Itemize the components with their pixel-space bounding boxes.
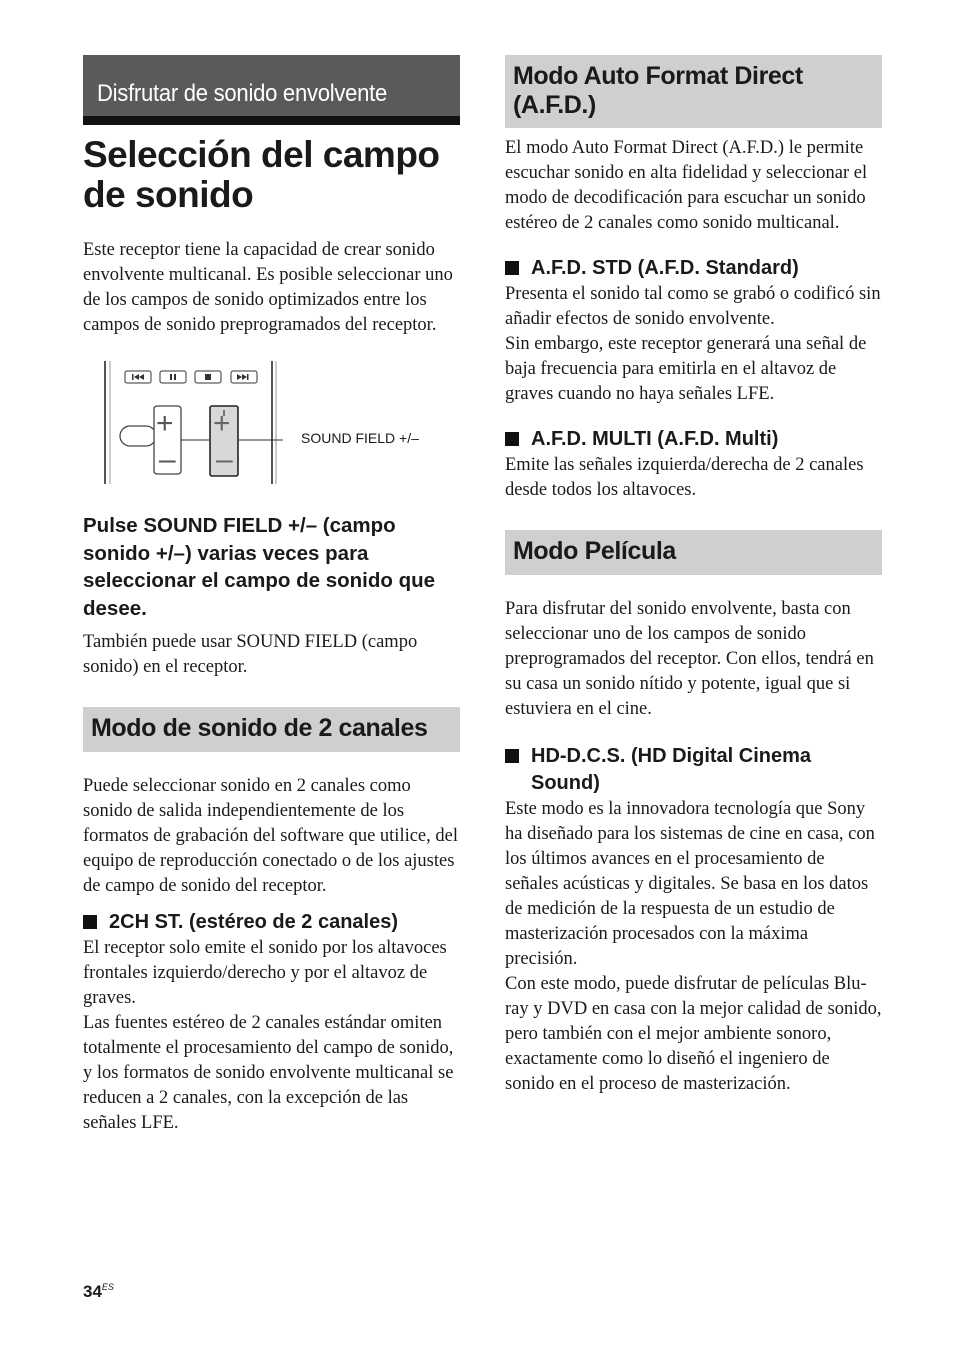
square-bullet-icon: [505, 749, 519, 763]
sound-field-plus: +: [213, 407, 231, 440]
two-channel-item-p2: Las fuentes estéreo de 2 canales estándar omiten totalmente el procesamiento del campo de sonido, y los formatos de sonido envolvente multicanal se reducen a 2 canales, con la excepción de las señales LFE.: [83, 1013, 454, 1133]
square-bullet-icon: [505, 261, 519, 275]
two-channel-item-title: 2CH ST. (estéreo de 2 canales): [109, 911, 399, 933]
afd-multi-title: A.F.D. MULTI (A.F.D. Multi): [531, 428, 779, 450]
afd-std-p2: Sin embargo, este receptor generará una señal de baja frecuencia para emitirla en el altavoz de graves cuando no haya señales LFE.: [505, 334, 867, 404]
remote-control-figure: [83, 358, 460, 486]
sound-field-label: SOUND FIELD +/–: [301, 430, 419, 446]
right-column: [505, 55, 882, 1097]
section-heading-two-channel: Modo de sonido de 2 canales: [83, 707, 460, 752]
rocker-minus: –: [159, 443, 176, 476]
pause-icon: [170, 374, 172, 380]
section-heading-afd: Modo Auto Format Direct (A.F.D.): [505, 55, 882, 128]
hdcs-title: HD-D.C.S. (HD Digital Cinema Sound): [531, 745, 812, 794]
hdcs-heading: [505, 743, 882, 797]
afd-multi-p1: Emite las señales izquierda/derecha de 2 canales desde todos los altavoces.: [505, 455, 864, 500]
chapter-title: Disfrutar de sonido envolvente: [97, 80, 387, 107]
page-number-value: 34: [83, 1282, 102, 1301]
hdcs-p2: Con este modo, puede disfrutar de películas Blu-ray y DVD en casa con la mejor calidad de sonido, pero también con el mejor ambiente sonoro, exactamente como lo diseñó el ingeniero de sonido en el proceso de masterización.: [505, 974, 882, 1094]
two-channel-body: Puede seleccionar sonido en 2 canales como sonido de salida independientemente de los formatos de grabación del software que utilice, del equipo de reproducción conectado o de los ajustes de campo de sonido del receptor.: [83, 776, 458, 896]
two-channel-item-p1: El receptor solo emite el sonido por los altavoces frontales izquierdo/derecho y por el altavoz de graves.: [83, 938, 447, 1008]
page-number: [83, 1282, 114, 1302]
square-bullet-icon: [83, 915, 97, 929]
afd-multi-heading: [505, 426, 882, 453]
afd-std-title: A.F.D. STD (A.F.D. Standard): [531, 257, 799, 279]
sound-field-minus: –: [216, 443, 233, 476]
two-channel-item-heading: [83, 909, 460, 936]
stop-icon: [205, 374, 211, 380]
page-title: Selección del campo de sonido: [83, 134, 440, 215]
movie-body: Para disfrutar del sonido envolvente, basta con seleccionar uno de los campos de sonido preprogramados del receptor. Con ellos, tendrá en su casa un sonido nítido y potente, igual que si estuviera en el cine.: [505, 599, 874, 719]
square-bullet-icon: [505, 432, 519, 446]
remote-illustration: [83, 358, 283, 486]
left-column: [83, 55, 460, 1136]
step-note: También puede usar SOUND FIELD (campo sonido) en el receptor.: [83, 632, 418, 677]
intro-paragraph: Este receptor tiene la capacidad de crear sonido envolvente multicanal. Es posible seleccionar uno de los campos de sonido optimizados entre los campos de sonido preprogramados del receptor.: [83, 240, 453, 335]
step-instruction: Pulse SOUND FIELD +/– (campo sonido +/–) varias veces para seleccionar el campo de sonido que desee.: [83, 514, 436, 620]
afd-std-p1: Presenta el sonido tal como se grabó o codificó sin añadir efectos de sonido envolvente.: [505, 284, 881, 329]
hdcs-p1: Este modo es la innovadora tecnología que Sony ha diseñado para los sistemas de cine en casa, con los últimos avances en el procesamiento de señales acústicas y digitales. Se basa en los datos de medición de la respuesta de un estudio de masterización procesados con la máxima precisión.: [505, 799, 875, 969]
chapter-banner: [83, 55, 460, 125]
round-button: [120, 426, 156, 446]
section-heading-movie: Modo Película: [505, 530, 882, 575]
afd-body: El modo Auto Format Direct (A.F.D.) le permite escuchar sonido en alta fidelidad y seleccionar el modo de decodificación para escuchar un sonido estéreo de 2 canales como sonido multicanal.: [505, 138, 868, 233]
page-number-suffix: ES: [101, 1282, 114, 1292]
afd-std-heading: [505, 255, 882, 282]
rocker-plus: +: [156, 407, 174, 440]
